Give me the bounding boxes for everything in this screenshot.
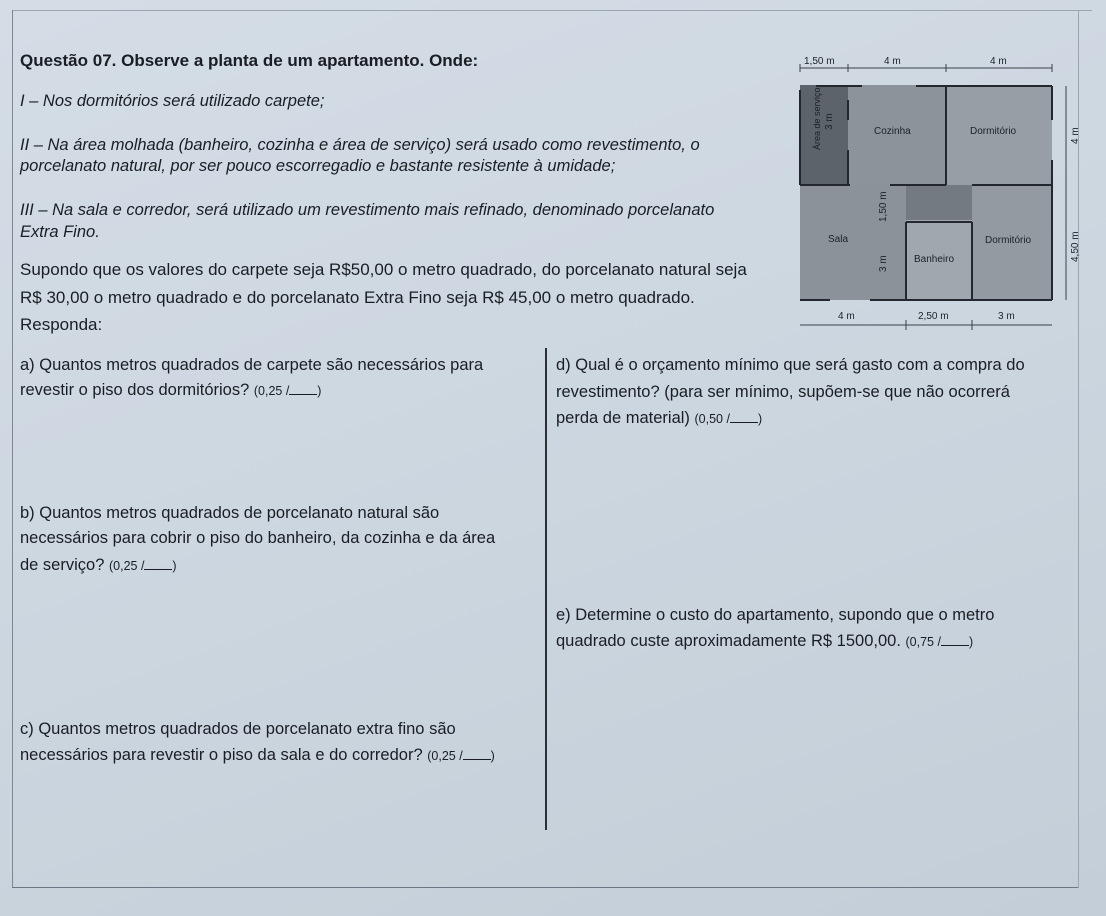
dim-left-servico: 3 m [824,113,835,130]
question-b-line1: b) Quantos metros quadrados de porcelanato natural são [20,504,440,522]
item-iii-line1: III – Na sala e corredor, será utilizado um revestimento mais refinado, denominado porcelanato [20,201,715,219]
question-e-line1: e) Determine o custo do apartamento, supondo que o metro [556,606,995,624]
item-ii-line2: porcelanato natural, por ser pouco escorregadio e bastante resistente à umidade; [20,157,616,175]
dim-bottom-2: 2,50 m [918,311,949,322]
question-c-line1: c) Quantos metros quadrados de porcelanato extra fino são [20,720,456,738]
room-sala [800,185,906,300]
label-sala: Sala [828,234,849,245]
question-b-text: de serviço? [20,556,105,574]
intro-line2: R$ 30,00 o metro quadrado e do porcelanato Extra Fino seja R$ 45,00 o metro quadrado. [20,288,695,307]
dim-top-1: 1,50 m [804,56,835,67]
question-d-points-close: ) [757,412,763,426]
question-e-points-close: ) [968,635,974,649]
question-a-line1: a) Quantos metros quadrados de carpete são necessários para [20,356,484,374]
dim-right-dorm2: 4,50 m [1070,231,1081,262]
dim-top-3: 4 m [990,56,1007,67]
question-a-text: revestir o piso dos dormitórios? [20,381,250,399]
question-e-text: quadrado custe aproximadamente R$ 1500,00. [556,632,901,650]
question-d-points: (0,50 / [694,412,730,426]
dim-banheiro-height: 3 m [878,255,889,272]
question-e-points: (0,75 / [905,635,941,649]
intro-line1: Supondo que os valores do carpete seja R$50,00 o metro quadrado, do porcelanato natural seja [20,260,747,279]
question-c-points: (0,25 / [427,749,463,763]
question-d-line2: revestimento? (para ser mínimo, supõem-se que não ocorrerá [556,383,1010,401]
corridor [906,185,972,220]
question-b-points-close: ) [172,559,177,573]
item-ii-line1: II – Na área molhada (banheiro, cozinha e área de serviço) será usado como revestimento, o [20,136,700,154]
question-d-line1: d) Qual é o orçamento mínimo que será gasto com a compra do [556,356,1025,374]
question-b-line2: necessários para cobrir o piso do banheiro, da cozinha e da área [20,529,496,547]
label-banheiro: Banheiro [914,254,955,265]
item-i: I – Nos dormitórios será utilizado carpete; [20,92,325,110]
question-b-points: (0,25 / [108,559,145,573]
dim-right-dorm1: 4 m [1070,127,1081,144]
question-c-points-close: ) [490,749,495,763]
dim-top-2: 4 m [884,56,901,67]
label-cozinha: Cozinha [874,126,911,137]
question-a-points-close: ) [317,384,322,398]
question-c-text: necessários para revestir o piso da sala e do corredor? [20,746,423,764]
question-a-points: (0,25 / [253,384,290,398]
label-dormitorio-1: Dormitório [970,126,1017,137]
dim-bottom-3: 3 m [998,311,1015,322]
label-dormitorio-2: Dormitório [985,235,1032,246]
item-iii-line2: Extra Fino. [20,223,100,241]
room-area-servico [800,85,848,185]
label-area-servico: Área de serviço [812,87,822,150]
intro-line3: Responda: [20,315,103,334]
question-d-text: perda de material) [556,409,690,427]
dim-corridor: 1,50 m [878,191,889,222]
question-title: Questão 07. Observe a planta de um apartamento. Onde: [20,51,479,70]
dim-bottom-1: 4 m [838,311,855,322]
